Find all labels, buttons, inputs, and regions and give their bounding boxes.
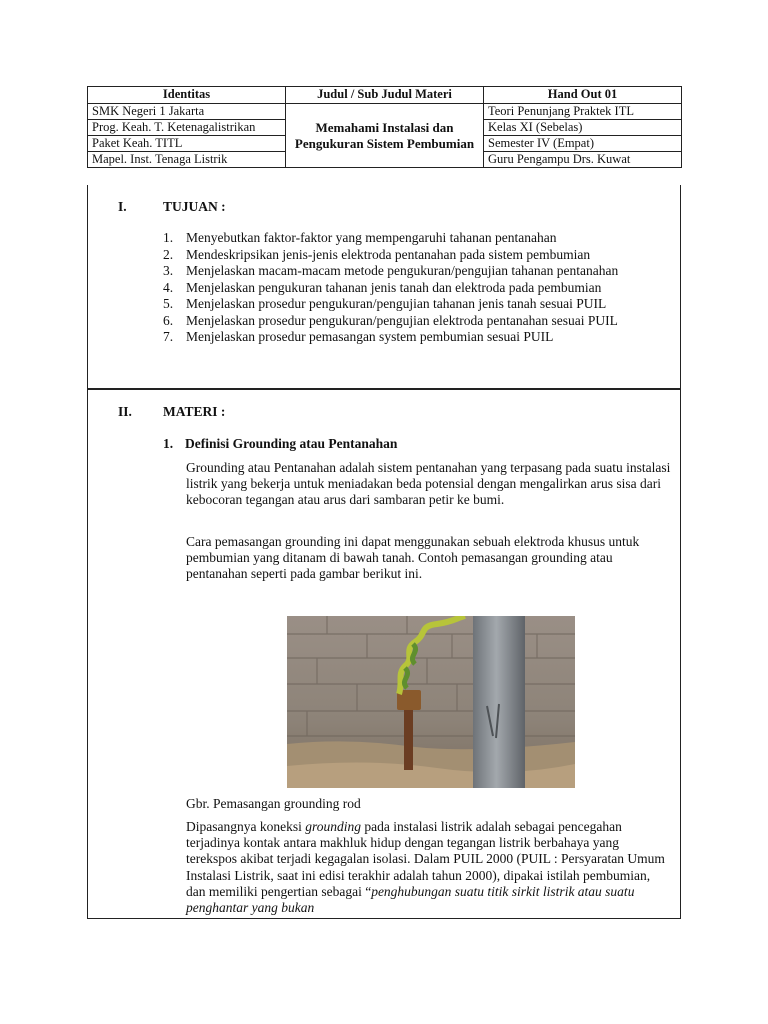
grounding-rod-photo: [287, 616, 575, 788]
identity-school: SMK Negeri 1 Jakarta: [88, 104, 286, 120]
paragraph-grounding-purpose: Dipasangnya koneksi grounding pada instalasi listrik adalah sebagai pencegahan terjadinya kontak antara makhluk hidup dengan tegangan listrik berbahaya yang terekspos akibat terjadi kegagalan isolasi. Dalam PUIL 2000 (PUIL : Persyaratan Umum Instalasi Listrik, saat ini edisi terakhir adalah tahun 2000), dipakai istilah pembumian, dan memiliki pengertian sebagai “penghubungan suatu titik sirkit listrik atau suatu penghantar yang bukan: [186, 819, 665, 916]
list-item: 2. Mendeskripsikan jenis-jenis elektroda pentanahan pada sistem pembumian: [163, 246, 591, 262]
list-item: 6. Menjelaskan prosedur pengukuran/pengujian elektroda pentanahan sesuai PUIL: [163, 312, 618, 328]
list-item: 5. Menjelaskan prosedur pengukuran/pengujian tahanan jenis tanah sesuai PUIL: [163, 296, 607, 311]
header-table: [87, 86, 682, 168]
info-teacher: Guru Pengampu Drs. Kuwat: [484, 152, 682, 168]
section-title: TUJUAN :: [163, 199, 226, 214]
info-class: Kelas XI (Sebelas): [484, 120, 682, 136]
info-semester: Semester IV (Empat): [484, 136, 682, 152]
identity-package: Paket Keah. TITL: [88, 136, 286, 152]
section-numeral: II.: [118, 404, 132, 419]
header-row: [88, 87, 682, 104]
figure-caption: Gbr. Pemasangan grounding rod: [186, 796, 361, 811]
title-header: Judul / Sub Judul Materi: [286, 87, 484, 104]
identity-program: Prog. Keah. T. Ketenagalistrikan: [88, 120, 286, 136]
handout-header: Hand Out 01: [484, 87, 682, 104]
list-item: 1. Menyebutkan faktor-faktor yang mempengaruhi tahanan pentanahan: [163, 230, 557, 245]
paragraph-installation: Cara pemasangan grounding ini dapat menggunakan sebuah elektroda khusus untuk pembumian yang ditanam di bawah tanah. Contoh pemasangan grounding atau pentanahan seperti pada gambar berikut ini.: [186, 534, 640, 582]
list-item: 4. Menjelaskan pengukuran tahanan jenis tanah dan elektroda pada pembumian: [163, 279, 602, 295]
paragraph-definition: Grounding atau Pentanahan adalah sistem pentanahan yang terpasang pada suatu instalasi listrik yang bekerja untuk meniadakan beda potensial dengan mengalirkan arus sisa dari kebocoran tegangan atau arus dari sambaran petir ke bumi.: [186, 460, 671, 508]
section-numeral: I.: [118, 199, 127, 214]
objectives-section: [87, 185, 681, 389]
identity-header: Identitas: [88, 87, 286, 104]
material-title: Memahami Instalasi dan Pengukuran Sistem Pembumian: [286, 104, 484, 168]
section-title: MATERI :: [163, 404, 226, 419]
table-row: [88, 104, 682, 120]
identity-subject: Mapel. Inst. Tenaga Listrik: [88, 152, 286, 168]
list-item: 3. Menjelaskan macam-macam metode pengukuran/pengujian tahanan pentanahan: [163, 263, 619, 278]
info-subject: Teori Penunjang Praktek ITL: [484, 104, 682, 120]
subsection-title: 1. Definisi Grounding atau Pentanahan: [163, 436, 398, 451]
material-section: [87, 389, 681, 919]
objectives-list: [163, 230, 663, 346]
list-item: 7. Menjelaskan prosedur pemasangan system pembumian sesuai PUIL: [163, 329, 554, 344]
